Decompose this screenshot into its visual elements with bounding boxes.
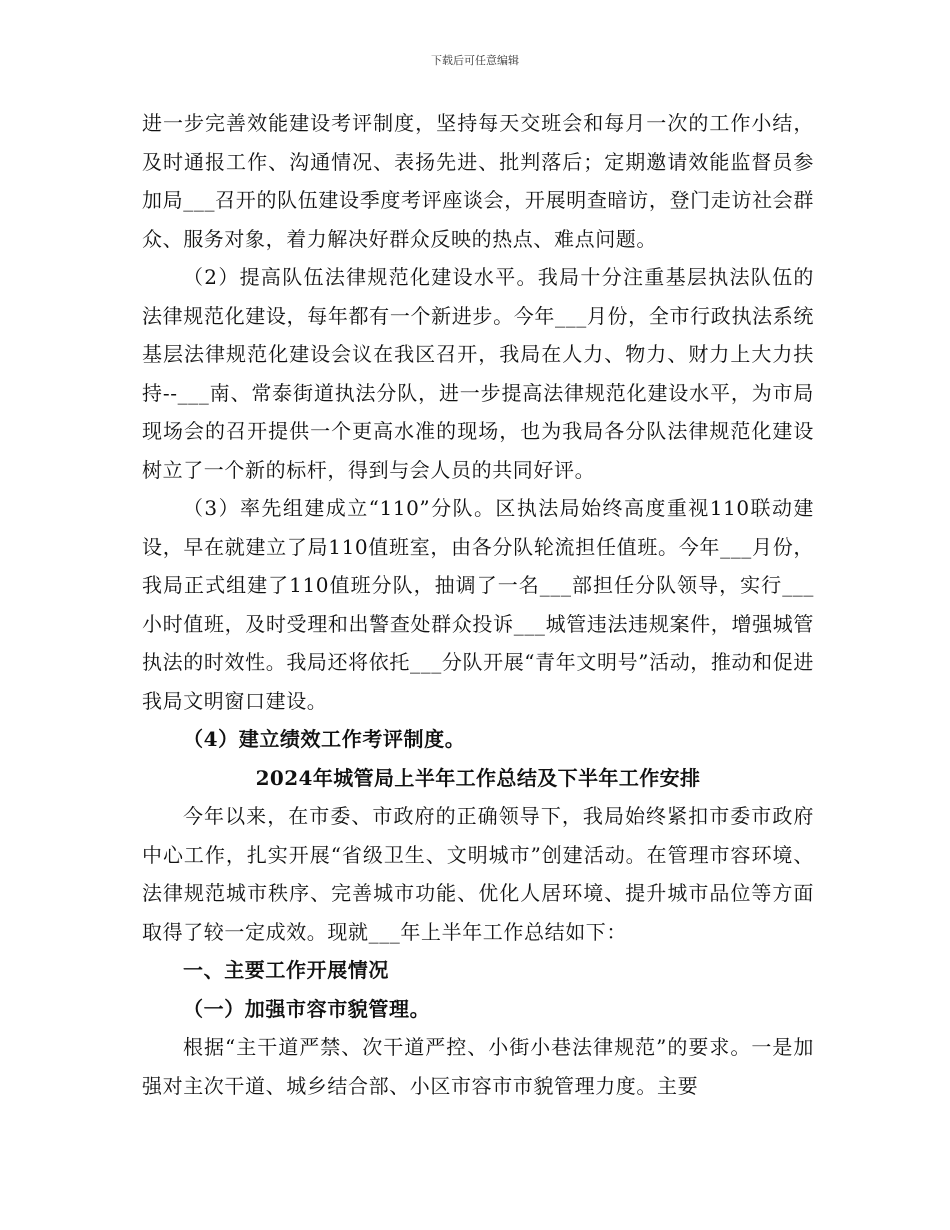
subsection-heading-city-appearance: （一）加强市容市貌管理。 [183, 996, 431, 1021]
document-body [142, 104, 814, 1105]
section-heading-main-work: 一、主要工作开展情况 [183, 958, 389, 982]
paragraph-intro: 今年以来，在市委、市政府的正确领导下，我局始终紧扣市委市政府中心工作，扎实开展“省级卫生、文明城市”创建活动。在管理市容环境、法律规范城市秩序、完善城市功能、优化人居环境、提升城市品位等方面取得了较一定成效。现就___年上半年工作总结如下： [142, 804, 814, 944]
paragraph-city-appearance: 根据“主干道严禁、次干道严控、小街小巷法律规范”的要求。一是加强对主次干道、城乡结合部、小区市容市市貌管理力度。主要 [142, 1035, 814, 1098]
document-title: 2024年城管局上半年工作总结及下半年工作安排 [255, 765, 701, 790]
subheading-performance-review: （4）建立绩效工作考评制度。 [183, 727, 466, 751]
paragraph-110-squad: （3）率先组建成立“110”分队。区执法局始终高度重视110联动建设，早在就建立了局110值班室，由各分队轮流担任值班。今年___月份，我局正式组建了110值班分队，抽调了一名___部担任分队领导，实行___小时值班，及时受理和出警查处群众投诉___城管违法违规案件，增强城管执法的时效性。我局还将依托___分队开展“青年文明号”活动，推动和促进我局文明窗口建设。 [142, 496, 814, 713]
paragraph-legal-standardization: （2）提高队伍法律规范化建设水平。我局十分注重基层执法队伍的法律规范化建设，每年都有一个新进步。今年___月份，全市行政执法系统基层法律规范化建设会议在我区召开，我局在人力、物力、财力上大力扶持--___南、常泰街道执法分队，进一步提高法律规范化建设水平，为市局现场会的召开提供一个更高水准的现场，也为我局各分队法律规范化建设树立了一个新的标杆，得到与会人员的共同好评。 [142, 265, 814, 482]
paragraph-efficiency-review: 进一步完善效能建设考评制度，坚持每天交班会和每月一次的工作小结，及时通报工作、沟通情况、表扬先进、批判落后；定期邀请效能监督员参加局___召开的队伍建设季度考评座谈会，开展明查暗访，登门走访社会群众、服务对象，着力解决好群众反映的热点、难点问题。 [142, 111, 814, 251]
page-header: 下载后可任意编辑 [431, 54, 519, 67]
